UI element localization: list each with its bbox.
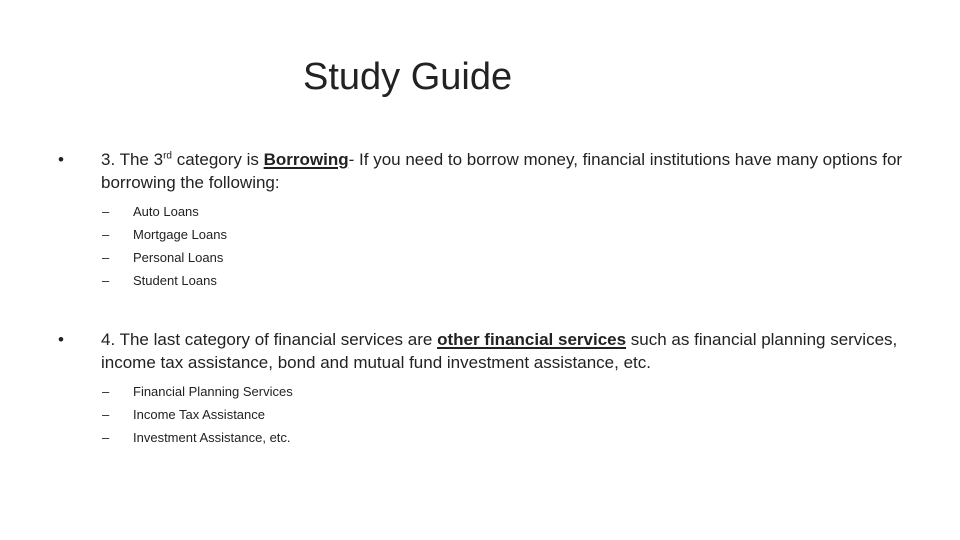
dash-marker: –	[102, 273, 110, 288]
bullet-text-prefix: 3. The 3	[101, 150, 164, 169]
bullet-text	[101, 328, 918, 374]
list-item	[100, 246, 227, 269]
list-item-label: Income Tax Assistance	[133, 407, 265, 422]
emphasis-term: Borrowing	[263, 150, 349, 169]
dash-marker: –	[102, 384, 110, 399]
bullet-text-suffix: - If you need to borrow money, financial institutions have many options for borrowing the following:	[101, 150, 903, 192]
dash-marker: –	[102, 407, 110, 422]
bullet-text-prefix: 4. The last category of financial services are	[101, 330, 438, 349]
bullet-marker: •	[58, 150, 64, 169]
dash-marker: –	[102, 204, 110, 219]
list-item	[100, 380, 293, 403]
list-item	[100, 269, 227, 292]
list-item-label: Investment Assistance, etc.	[133, 430, 291, 445]
slide-title: Study Guide	[303, 56, 513, 98]
dash-marker: –	[102, 250, 110, 265]
list-item	[100, 426, 293, 449]
list-item-label: Financial Planning Services	[133, 384, 293, 399]
bullet-marker: •	[58, 330, 64, 349]
bullet-item-borrowing	[58, 148, 918, 194]
bullet-text-middle: category is	[171, 150, 264, 169]
emphasis-term: other financial services	[437, 330, 627, 349]
list-item	[100, 403, 293, 426]
bullet-text-suffix: such as financial planning services, income tax assistance, bond and mutual fund investment assistance, etc.	[101, 330, 898, 372]
list-item-label: Mortgage Loans	[133, 227, 227, 242]
ordinal-superscript: rd	[163, 150, 172, 162]
list-item-label: Student Loans	[133, 273, 217, 288]
bullet-item-other-services	[58, 328, 918, 374]
other-services-sublist	[100, 380, 293, 449]
list-item	[100, 223, 227, 246]
borrowing-sublist	[100, 200, 227, 292]
dash-marker: –	[102, 430, 110, 445]
list-item	[100, 200, 227, 223]
dash-marker: –	[102, 227, 110, 242]
list-item-label: Auto Loans	[133, 204, 199, 219]
bullet-text	[101, 148, 918, 194]
list-item-label: Personal Loans	[133, 250, 224, 265]
